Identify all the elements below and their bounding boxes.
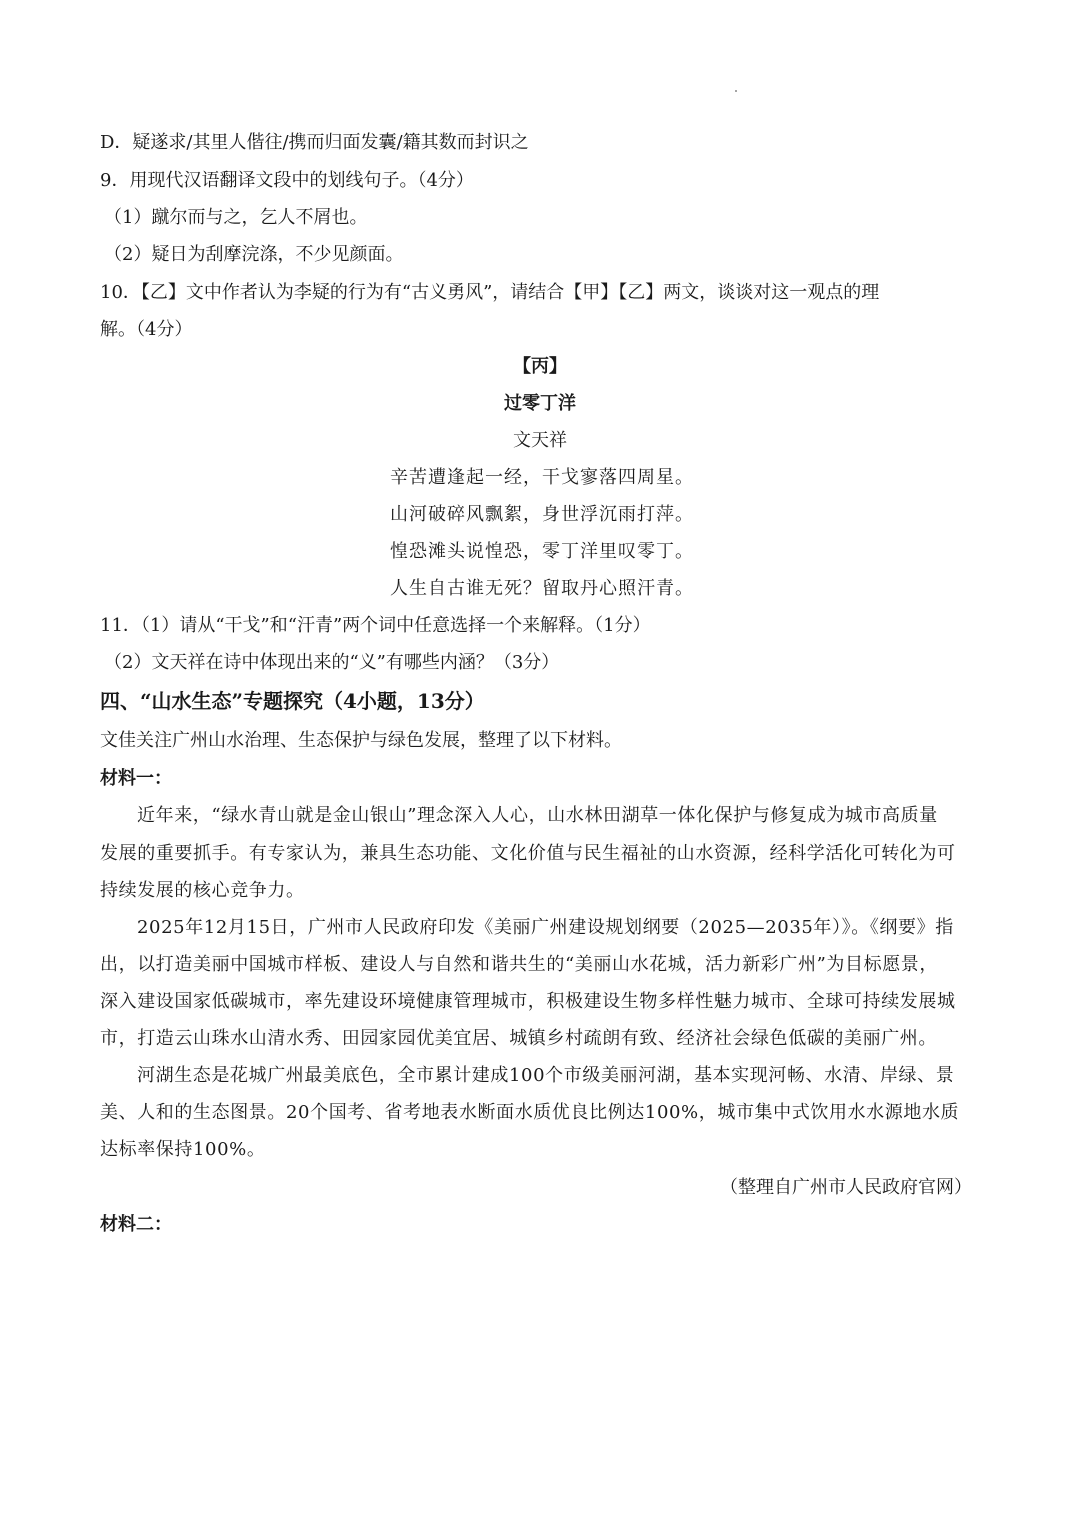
material-1-paragraph-line: 深入建设国家低碳城市，率先建设环境健康管理城市，积极建设生物多样性魅力城市、全球可持续发展城 (100, 991, 956, 1012)
q8-option-d: D．疑遂求/其里人偕往/携而归面发囊/籍其数而封识之 (100, 132, 529, 153)
material-1-source: （整理自广州市人民政府官网） (720, 1177, 972, 1198)
poem-author: 文天祥 (513, 430, 567, 451)
poem-line: 人生自古谁无死？留取丹心照汗青。 (390, 578, 694, 599)
section-intro: 文佳关注广州山水治理、生态保护与绿色发展，整理了以下材料。 (100, 730, 622, 751)
material-1-paragraph-line: 持续发展的核心竞争力。 (100, 880, 305, 901)
material-1-paragraph-line: 美、人和的生态图景。20个国考、省考地表水断面水质优良比例达100%，城市集中式饮用水水源地水质 (100, 1102, 960, 1123)
material-1-paragraph-line: 出，以打造美丽中国城市样板、建设人与自然和谐共生的“美丽山水花城，活力新彩广州”为目标愿景， (100, 954, 938, 975)
q11-item-1: 11．（1）请从“干戈”和“汗青”两个词中任意选择一个来解释。（1分） (100, 615, 651, 636)
poem-line: 山河破碎风飘絮，身世浮沉雨打萍。 (390, 504, 694, 525)
material-1-paragraph-line: 近年来，“绿水青山就是金山银山”理念深入人心，山水林田湖草一体化保护与修复成为城市高质量 (137, 805, 938, 826)
material-1-label: 材料一： (100, 768, 172, 789)
material-1-paragraph-line: 市，打造云山珠水山清水秀、田园家园优美宜居、城镇乡村疏朗有致、经济社会绿色低碳的美丽广州。 (100, 1028, 937, 1049)
material-1-paragraph-line: 2025年12月15日，广州市人民政府印发《美丽广州建设规划纲要（2025—2035年）》。《纲要》指 (137, 917, 954, 938)
poem-tag: 【丙】 (513, 356, 567, 377)
q9-stem: 9．用现代汉语翻译文段中的划线句子。（4分） (100, 170, 474, 191)
material-1-paragraph-line: 河湖生态是花城广州最美底色，全市累计建成100个市级美丽河湖，基本实现河畅、水清、岸绿、景 (137, 1065, 955, 1086)
q9-item-2: （2）疑日为刮摩浣涤，不少见颜面。 (104, 244, 404, 265)
q10-line-2: 解。（4分） (100, 319, 193, 340)
poem-line: 惶恐滩头说惶恐，零丁洋里叹零丁。 (390, 541, 694, 562)
poem-line: 辛苦遭逢起一经，干戈寥落四周星。 (390, 467, 694, 488)
section-heading: 四、“山水生态”专题探究（4小题，13分） (100, 689, 485, 713)
q10-line-1: 10．【乙】文中作者认为李疑的行为有“古义勇风”，请结合【甲】【乙】两文，谈谈对这一观点的理 (100, 282, 880, 303)
material-2-label: 材料二： (100, 1214, 172, 1235)
scan-speck (735, 90, 737, 92)
q9-item-1: （1）蹴尔而与之，乞人不屑也。 (104, 207, 368, 228)
poem-title: 过零丁洋 (504, 393, 576, 414)
material-1-paragraph-line: 发展的重要抓手。有专家认为，兼具生态功能、文化价值与民生福祉的山水资源，经科学活化可转化为可 (100, 843, 956, 864)
q11-item-2: （2）文天祥在诗中体现出来的“义”有哪些内涵？（3分） (104, 652, 560, 673)
material-1-paragraph-line: 达标率保持100%。 (100, 1139, 266, 1160)
